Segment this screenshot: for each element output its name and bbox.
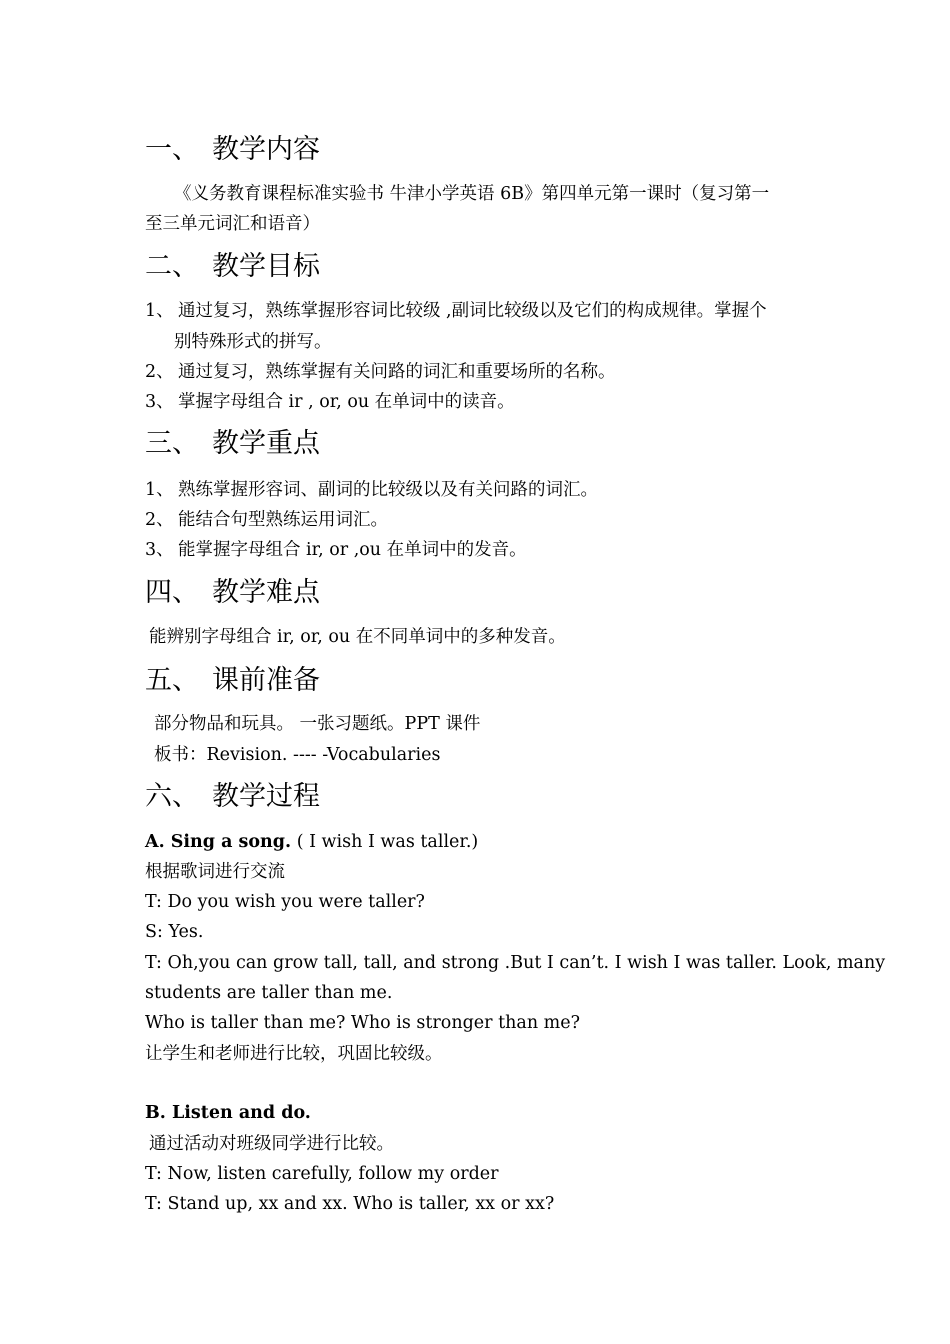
section-heading-1 xyxy=(145,134,320,166)
section-heading-5 xyxy=(145,665,320,697)
list-item xyxy=(145,391,515,413)
section-title: 教学内容 xyxy=(212,134,320,165)
step-a-line: 让学生和老师进行比较，巩固比较级。 xyxy=(145,1044,443,1064)
section-heading-2 xyxy=(145,251,320,283)
list-number: 2、 xyxy=(145,510,174,530)
section-number: 一、 xyxy=(145,134,199,165)
paragraph-line: 至三单元词汇和语音） xyxy=(145,214,320,234)
step-b-line: 通过活动对班级同学进行比较。 xyxy=(149,1134,394,1154)
list-text: 通过复习，熟练掌握有关问路的词汇和重要场所的名称。 xyxy=(178,362,616,382)
section-number: 六、 xyxy=(145,781,199,812)
step-a-heading xyxy=(145,831,478,853)
list-number: 1、 xyxy=(145,301,174,321)
section-number: 四、 xyxy=(145,577,199,608)
section-title: 教学重点 xyxy=(212,428,320,459)
list-item xyxy=(145,300,767,322)
list-text: 能结合句型熟练运用词汇。 xyxy=(178,510,388,530)
section-number: 五、 xyxy=(145,665,199,696)
step-a-line: S: Yes. xyxy=(145,922,204,942)
step-b-heading xyxy=(145,1102,311,1124)
section-title: 教学目标 xyxy=(212,251,320,282)
list-text: 能掌握字母组合 ir, or ,ou 在单词中的发音。 xyxy=(178,540,527,560)
paragraph-line: 部分物品和玩具。 一张习题纸。PPT 课件 xyxy=(154,714,481,734)
section-heading-6 xyxy=(145,781,320,813)
list-item xyxy=(145,509,388,531)
section-heading-4 xyxy=(145,577,320,609)
list-text: 熟练掌握形容词、副词的比较级以及有关问路的词汇。 xyxy=(178,480,598,500)
list-number: 3、 xyxy=(145,392,174,412)
list-item xyxy=(145,361,616,383)
section-title: 课前准备 xyxy=(212,665,320,696)
list-text: 掌握字母组合 ir , or, ou 在单词中的读音。 xyxy=(178,392,515,412)
paragraph-line: 能辨别字母组合 ir, or, ou 在不同单词中的多种发音。 xyxy=(149,627,566,647)
list-item xyxy=(145,479,598,501)
step-a-line: 根据歌词进行交流 xyxy=(145,862,285,882)
paragraph-line: 《义务教育课程标准实验书 牛津小学英语 6B》第四单元第一课时（复习第一 xyxy=(174,184,770,204)
step-b-title: B. Listen and do. xyxy=(145,1103,311,1123)
step-a-title: A. Sing a song. xyxy=(145,832,292,852)
list-number: 2、 xyxy=(145,362,174,382)
paragraph-line: 板书：Revision. ---- -Vocabularies xyxy=(154,745,441,765)
list-number: 3、 xyxy=(145,540,174,560)
step-b-line: T: Now, listen carefully, follow my order xyxy=(145,1164,499,1184)
section-title: 教学难点 xyxy=(212,577,320,608)
step-a-line: T: Oh,you can grow tall, tall, and strong .But I can’t. I wish I was taller. Look, many xyxy=(145,953,886,973)
step-a-line: T: Do you wish you were taller? xyxy=(145,892,425,912)
step-a-line: Who is taller than me? Who is stronger than me? xyxy=(145,1013,580,1033)
step-a-subtitle: ( I wish I was taller.) xyxy=(291,832,479,852)
section-number: 三、 xyxy=(145,428,199,459)
section-title: 教学过程 xyxy=(212,781,320,812)
list-number: 1、 xyxy=(145,480,174,500)
step-a-line: students are taller than me. xyxy=(145,983,393,1003)
section-number: 二、 xyxy=(145,251,199,282)
step-b-line: T: Stand up, xx and xx. Who is taller, xx or xx? xyxy=(145,1194,555,1214)
list-text-continuation: 别特殊形式的拼写。 xyxy=(174,332,332,352)
list-item xyxy=(145,539,527,561)
list-text: 通过复习，熟练掌握形容词比较级 ,副词比较级以及它们的构成规律。掌握个 xyxy=(178,301,767,321)
section-heading-3 xyxy=(145,428,320,460)
